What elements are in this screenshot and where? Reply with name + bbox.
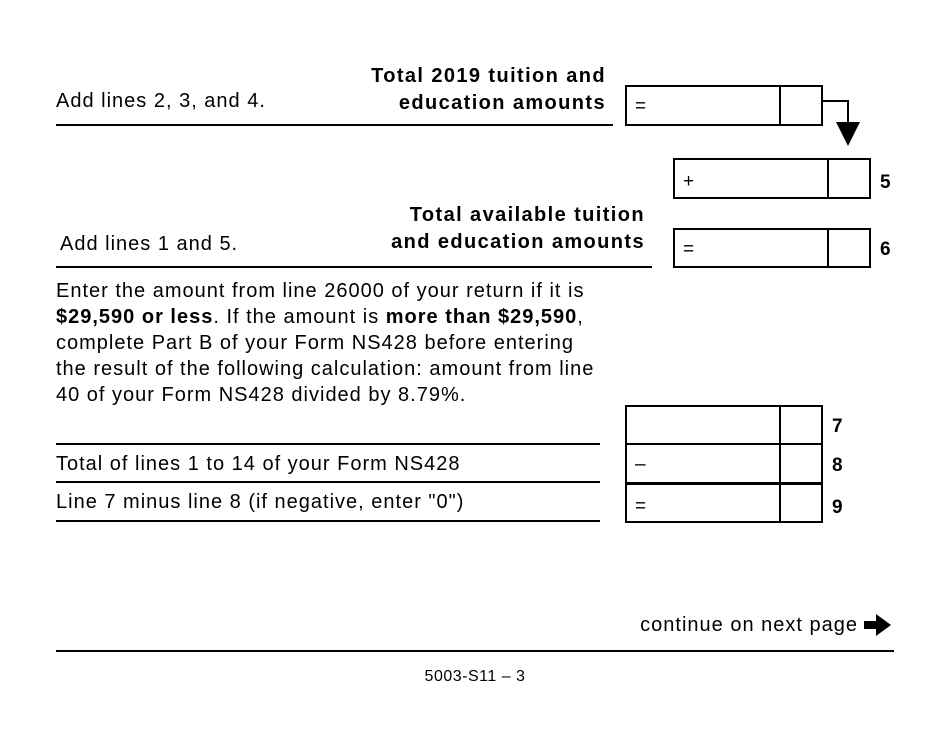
line-7-amount-box[interactable] <box>625 405 823 445</box>
line-9-underline <box>56 520 600 522</box>
line-8-dollars-input[interactable] <box>627 445 783 482</box>
line-7-dollars-input[interactable] <box>627 407 783 443</box>
right-arrow-icon <box>864 613 892 637</box>
total-available-title <box>391 202 645 256</box>
section2-underline <box>56 266 652 268</box>
line-8-amount-box[interactable] <box>625 443 823 485</box>
total-2019-dollars-input[interactable] <box>627 87 783 124</box>
carry-down-arrow-icon <box>820 96 866 152</box>
equals-sign: = <box>635 496 647 517</box>
equals-sign: = <box>635 96 647 117</box>
line-6-cents-input[interactable] <box>829 230 873 266</box>
line-9-cents-input[interactable] <box>781 485 825 521</box>
line-8-cents-input[interactable] <box>781 445 825 482</box>
minus-sign: – <box>635 454 646 475</box>
instruction-add-lines-1-5: Add lines 1 and 5. <box>60 233 239 255</box>
line-number-8: 8 <box>832 455 843 476</box>
line-number-5: 5 <box>880 172 891 193</box>
line-7-text-3: , complete Part B of your Form NS428 before entering the result of the following calculation: amount from line 40 of your Form NS428 divided by 8.79%. <box>56 306 595 406</box>
total-2019-cents-input[interactable] <box>781 87 825 124</box>
line-7-threshold-less: $29,590 or less <box>56 306 214 328</box>
total-2019-amount-box[interactable] <box>625 85 823 126</box>
section1-underline <box>56 124 613 126</box>
page-number: 5003-S11 – 3 <box>424 668 526 685</box>
line-9-amount-box[interactable] <box>625 483 823 523</box>
line-number-9: 9 <box>832 497 843 518</box>
line-8-label: Total of lines 1 to 14 of your Form NS428 <box>56 453 461 475</box>
line-5-cents-input[interactable] <box>829 160 873 197</box>
line-number-7: 7 <box>832 416 843 437</box>
line-9-dollars-input[interactable] <box>627 485 783 521</box>
instruction-add-lines-2-3-4: Add lines 2, 3, and 4. <box>56 90 266 112</box>
continue-next-page <box>640 612 892 638</box>
line-7-threshold-more: more than $29,590 <box>385 306 578 328</box>
total-2019-title-line2: education amounts <box>398 92 606 114</box>
line-5-amount-box[interactable] <box>673 158 871 199</box>
line-7-text-1: Enter the amount from line 26000 of your return if it is <box>56 280 585 302</box>
footer-rule <box>56 650 894 652</box>
line-7-underline <box>56 443 600 445</box>
line-7-instruction <box>56 278 596 408</box>
total-available-title-line1: Total available tuition <box>409 204 645 226</box>
line-6-amount-box[interactable] <box>673 228 871 268</box>
total-available-title-line2: and education amounts <box>391 231 645 253</box>
line-7-text-2: . If the amount is <box>213 306 386 328</box>
total-2019-title <box>371 63 606 117</box>
equals-sign: = <box>683 239 695 260</box>
line-5-dollars-input[interactable] <box>675 160 831 197</box>
line-9-label: Line 7 minus line 8 (if negative, enter "0") <box>56 491 465 513</box>
line-8-underline <box>56 481 600 483</box>
continue-text: continue on next page <box>640 614 858 636</box>
total-2019-title-line1: Total 2019 tuition and <box>371 65 606 87</box>
line-7-cents-input[interactable] <box>781 407 825 443</box>
line-6-dollars-input[interactable] <box>675 230 831 266</box>
plus-sign: + <box>683 171 695 192</box>
line-number-6: 6 <box>880 239 891 260</box>
